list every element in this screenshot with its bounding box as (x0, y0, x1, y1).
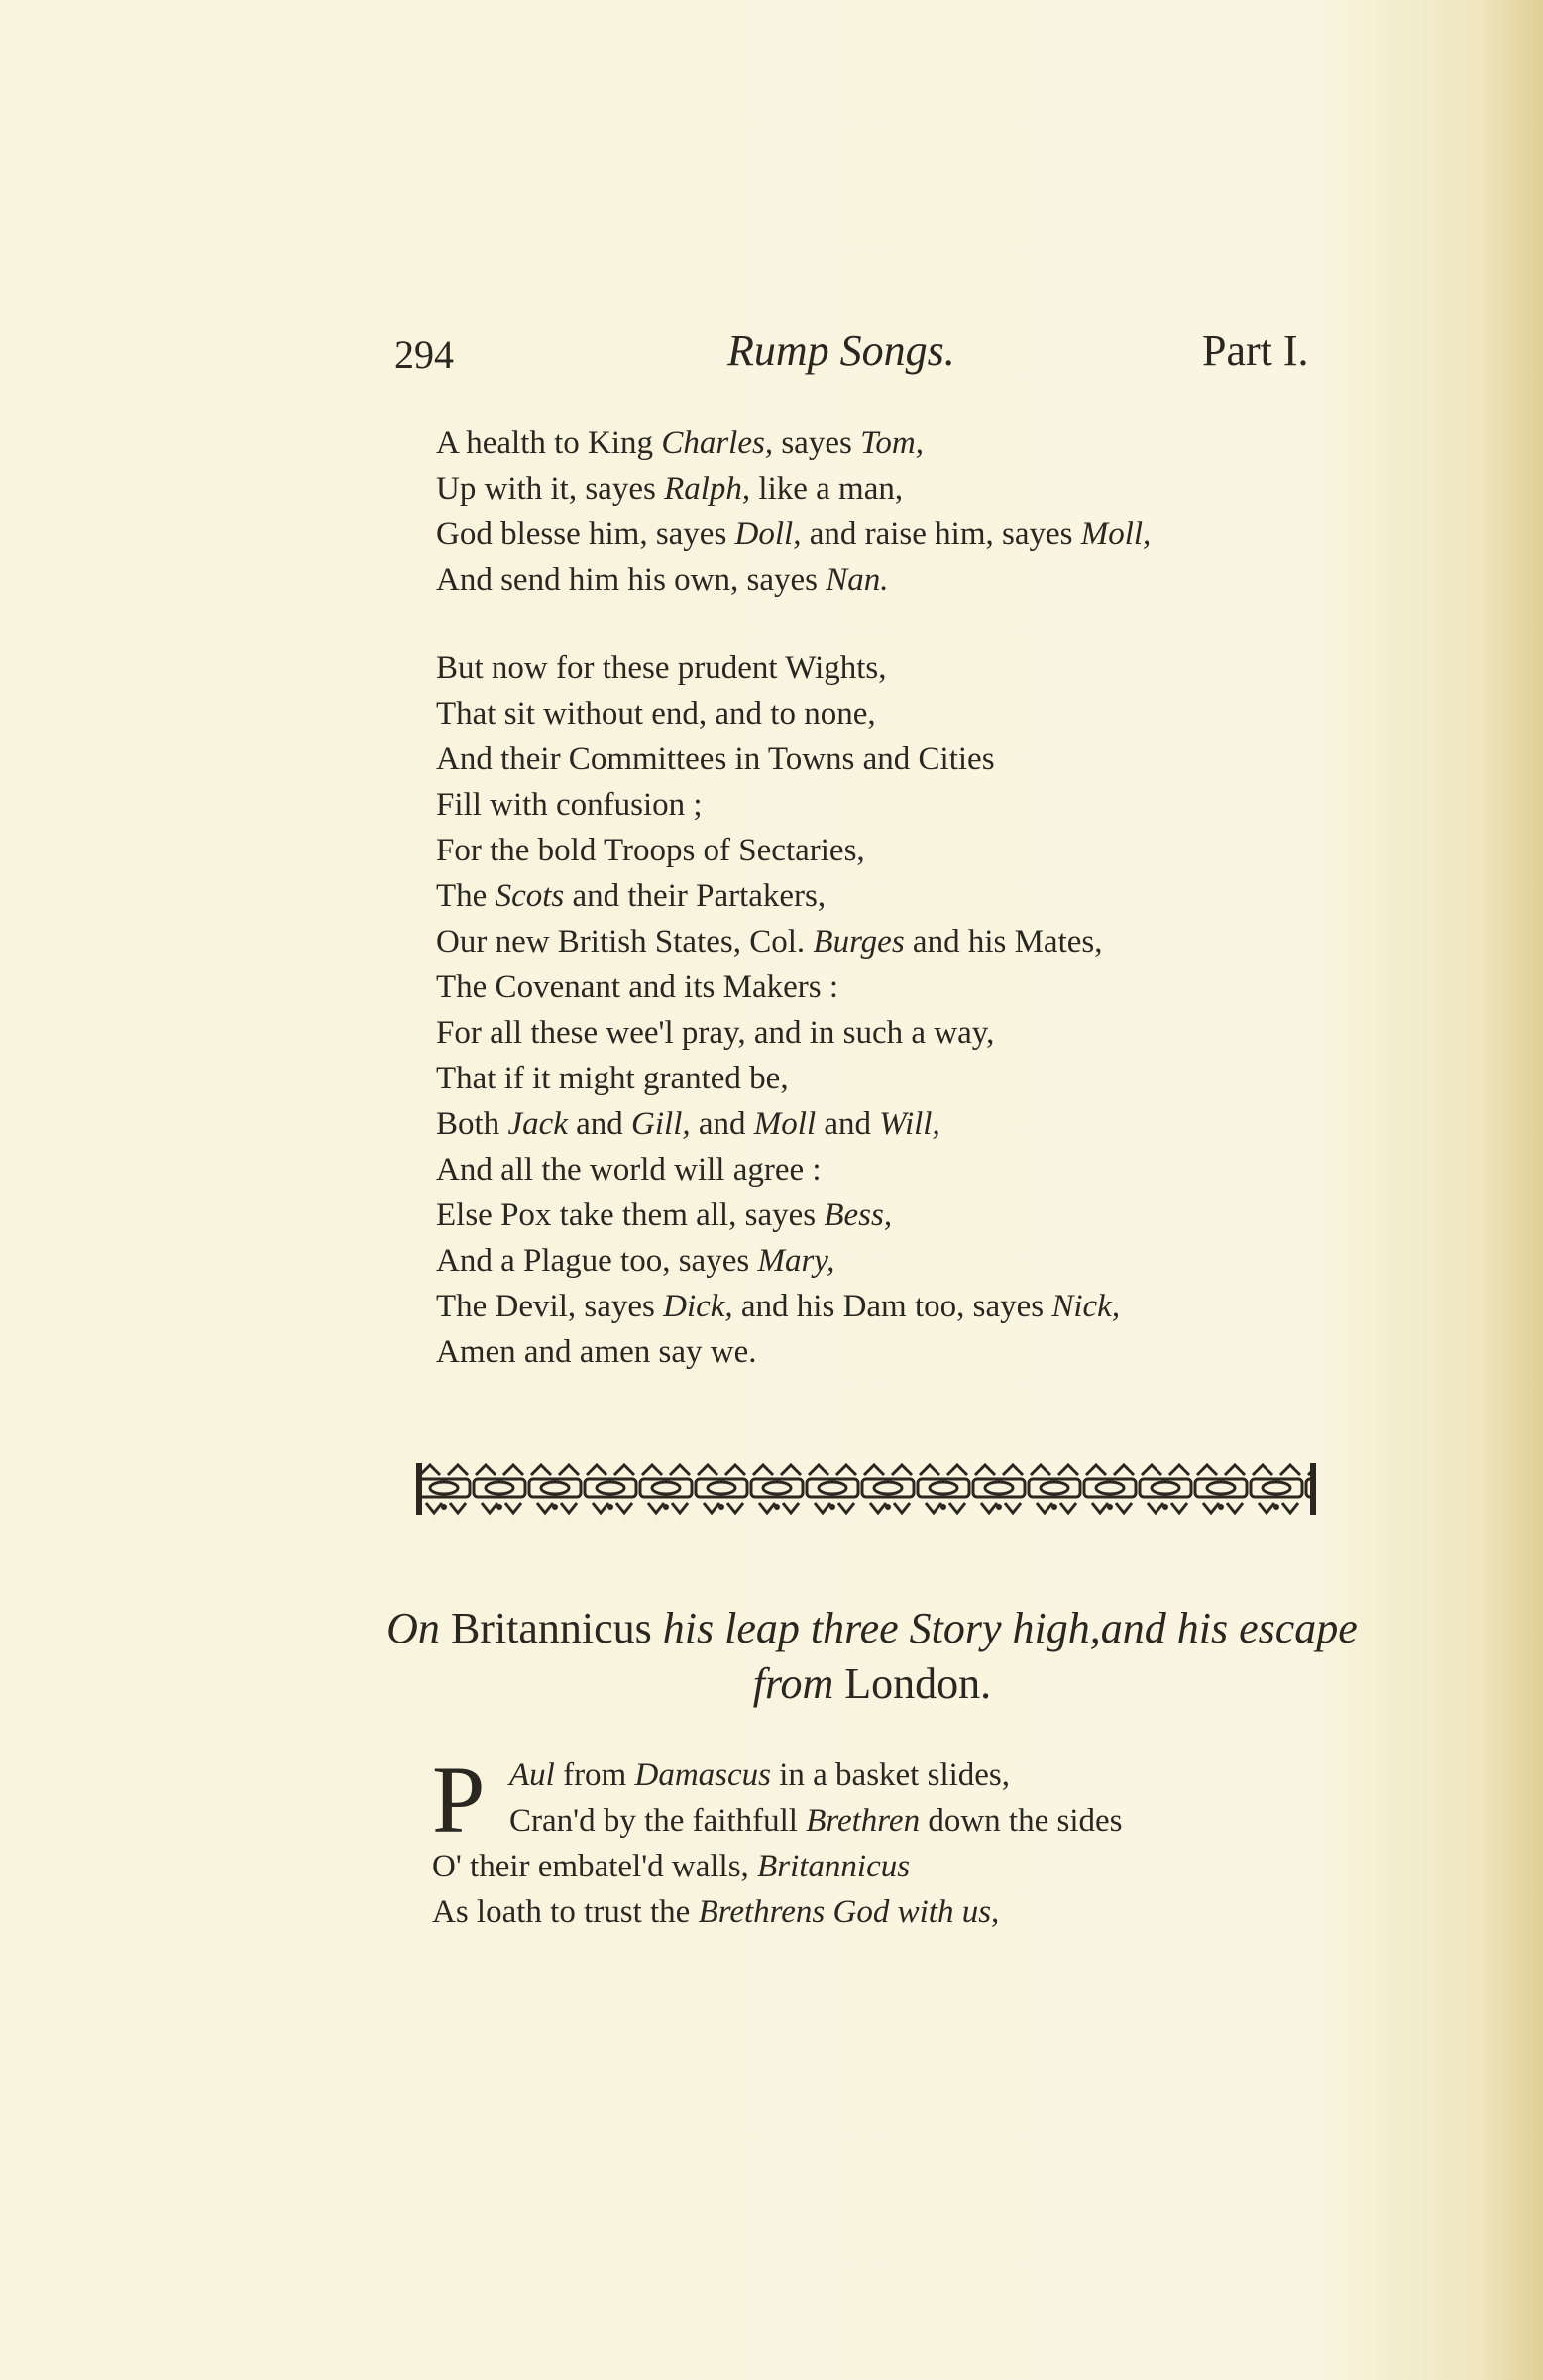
text: O' their embatel'd walls, (432, 1849, 758, 1884)
italic-text: Will, (879, 1106, 940, 1142)
text: and his Mates, (904, 924, 1103, 960)
page-edge-shadow (1484, 0, 1543, 2380)
running-title: Rump Songs. (727, 326, 955, 375)
verse-line (436, 964, 1407, 1010)
verse-line (436, 645, 1407, 691)
verse-line (436, 919, 1407, 964)
italic-text: Charles, (661, 425, 774, 461)
text: As loath to trust the (432, 1894, 699, 1930)
verse-line (436, 1238, 1407, 1284)
verse-line (436, 420, 1407, 466)
text: Amen and amen say we. (436, 1334, 757, 1370)
italic-text: Nick, (1051, 1289, 1121, 1324)
text: The Devil, sayes (436, 1289, 664, 1324)
text: Up with it, sayes (436, 471, 665, 507)
italic-text: his leap three Story high, (662, 1604, 1101, 1652)
verse-line (432, 1753, 1403, 1798)
text: For all these wee'l pray, and in such a way, (436, 1015, 995, 1051)
text: For the bold Troops of Sectaries, (436, 833, 865, 868)
text: And all the world will agree : (436, 1152, 822, 1188)
poem-2 (432, 1747, 1403, 1935)
verse-line (436, 828, 1407, 873)
poem-2-lines (432, 1747, 1403, 1935)
text: That if it might granted be, (436, 1061, 789, 1096)
italic-text: Brethren (806, 1803, 921, 1839)
verse-line (436, 1010, 1407, 1056)
text: Britannicus (439, 1604, 663, 1652)
text: London. (833, 1659, 992, 1708)
verse-line (436, 1284, 1407, 1329)
verse-line (436, 873, 1407, 919)
ornamental-divider (416, 1459, 1316, 1519)
text: like a man, (750, 471, 904, 507)
verse-line (436, 1056, 1407, 1101)
italic-text: Bess, (824, 1197, 893, 1233)
italic-text: Damascus (634, 1757, 771, 1793)
text: Else Pox take them all, sayes (436, 1197, 825, 1233)
verse-line (436, 1101, 1407, 1147)
text: But now for these prudent Wights, (436, 650, 887, 686)
italic-text: Moll (753, 1106, 817, 1142)
italic-text: Doll, (734, 516, 802, 552)
text: down the sides (920, 1803, 1123, 1839)
verse-line (436, 1329, 1407, 1375)
text: Cran'd by the faithfull (509, 1803, 807, 1839)
italic-text: Burges (813, 924, 905, 960)
italic-text: Nan. (826, 562, 889, 598)
verse-line (432, 1889, 1403, 1935)
italic-text: On (386, 1604, 440, 1652)
poem-heading (386, 1601, 1358, 1712)
text: and (567, 1106, 632, 1142)
italic-text: Tom, (860, 425, 924, 461)
verse-line (436, 557, 1407, 603)
text: and (690, 1106, 754, 1142)
italic-text: Aul (509, 1757, 555, 1793)
text: God blesse him, sayes (436, 516, 735, 552)
drop-cap: P (432, 1747, 486, 1853)
text: in a basket slides, (770, 1757, 1011, 1793)
text: The Covenant and its Makers : (436, 969, 838, 1005)
verse-line (432, 1844, 1403, 1889)
stanza-1 (436, 420, 1407, 603)
text: And their Committees in Towns and Cities (436, 741, 995, 777)
verse-line (436, 1147, 1407, 1192)
text: And send him his own, sayes (436, 562, 827, 598)
italic-text: Britannicus (757, 1849, 911, 1884)
italic-text: Brethrens God with us, (698, 1894, 1000, 1930)
text: Fill with confusion ; (436, 787, 703, 823)
italic-text: Gill, (631, 1106, 691, 1142)
page-number: 294 (394, 332, 454, 377)
verse-line (432, 1798, 1403, 1844)
part-label: Part I. (1202, 326, 1309, 375)
text: Our new British States, Col. (436, 924, 814, 960)
italic-text: Scots (495, 878, 565, 914)
text: The (436, 878, 496, 914)
verse-line (436, 466, 1407, 511)
verse-line (436, 782, 1407, 828)
verse-line (436, 691, 1407, 737)
italic-text: and his escape from (752, 1604, 1358, 1708)
verse-line (436, 737, 1407, 782)
running-header (394, 325, 1346, 385)
text: That sit without end, and to none, (436, 696, 876, 732)
verse-line (436, 511, 1407, 557)
stanza-2 (436, 645, 1407, 1375)
text: and their Partakers, (564, 878, 827, 914)
text: and his Dam too, sayes (732, 1289, 1052, 1324)
italic-text: Jack (507, 1106, 568, 1142)
text: sayes (773, 425, 861, 461)
verse-line (436, 1192, 1407, 1238)
italic-text: Mary, (757, 1243, 835, 1279)
italic-text: Dick, (663, 1289, 733, 1324)
italic-text: Ralph, (664, 471, 751, 507)
text: from (554, 1757, 635, 1793)
italic-text: Moll, (1080, 516, 1152, 552)
text: Both (436, 1106, 508, 1142)
text: and (816, 1106, 880, 1142)
text: And a Plague too, sayes (436, 1243, 758, 1279)
text: A health to King (436, 425, 662, 461)
text: and raise him, sayes (801, 516, 1081, 552)
verse-line (386, 1604, 1101, 1652)
